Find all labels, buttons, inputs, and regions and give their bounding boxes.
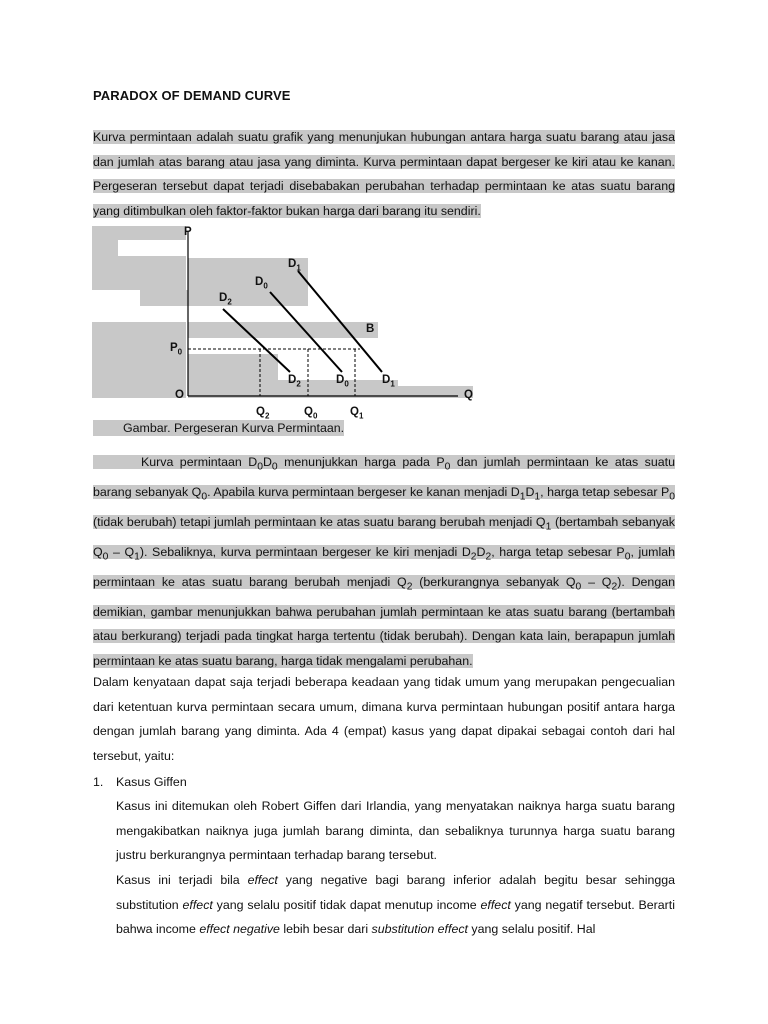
list-item: [93, 770, 675, 795]
highlight-block: [92, 256, 186, 290]
curve-d2-bottom-label: $D_2$: [288, 374, 301, 389]
demand-curve-graph: [80, 222, 500, 427]
curve-d2-top-label: $D_2$: [219, 292, 232, 307]
list-item-number: 1.: [93, 775, 104, 789]
highlight-block: [188, 322, 378, 338]
paragraph-intro-text: Kurva permintaan adalah suatu grafik yang menunjukan hubungan antara harga suatu barang atau jasa dan jumlah atas barang atau jasa yang diminta. Kurva permintaan dapat bergeser ke kiri atau ke kanan. Pergeseran tersebut dapat terjadi disebabakan perubahan terhadap permintaan ke atas suatu barang yang ditimbulkan oleh faktor-faktor bukan harga dari barang itu sendiri.: [93, 130, 675, 218]
list-item-heading: Kasus Giffen: [116, 775, 187, 789]
q2-label: $Q_2$: [256, 406, 270, 421]
curve-d1-bottom-label: $D_1$: [382, 374, 395, 389]
curve-d0-bottom-label: $D_0$: [336, 374, 349, 389]
list-item-body-1: Kasus ini ditemukan oleh Robert Giffen dari Irlandia, yang menyatakan naiknya harga suatu barang mengakibatkan naiknya juga jumlah barang diminta, dan sebaliknya turunnya harga suatu barang justru berkurangnya permintaan terhadap barang tersebut.: [116, 799, 675, 862]
q0-label: $Q_0$: [304, 406, 318, 421]
axis-p-label: P: [184, 226, 192, 238]
list-item-body-2: Kasus ini terjadi bila effect yang negative bagi barang inferior adalah begitu besar sehingga substitution effect yang selalu positif tidak dapat menutup income effect yang negatif tersebut. Berarti bahwa income effect negative lebih besar dari substitution effect yang selalu positif. Hal: [116, 873, 676, 936]
price-p0-label: $P_0$: [170, 342, 183, 357]
paragraph-exceptions: Dalam kenyataan dapat saja terjadi beberapa keadaan yang tidak umum yang merupakan pengecualian dari ketentuan kurva permintaan secara umum, dimana kurva permintaan hubungan positif antara harga dengan jumlah barang yang diminta. Ada 4 (empat) kasus yang dapat dipakai sebagai contoh dari hal tersebut, yaitu:: [93, 675, 675, 763]
paragraph-explanation-text: Kurva permintaan $D_0D_0$ menunjukkan harga pada $P_0$ dan jumlah permintaan ke atas suatu barang sebanyak $Q_0$. Apabila kurva permintaan bergeser ke kanan menjadi $D_1D_1$, harga tetap sebesar $P_0$ (tidak berubah) tetapi jumlah permintaan ke atas suatu barang berubah menjadi $Q_1$ (bertambah sebanyak $Q_0 - Q_1$). Sebaliknya, kurva permintaan bergeser ke kiri menjadi $D_2D_2$, harga tetap sebesar $P_0$, jumlah permintaan ke atas suatu barang berubah menjadi $Q_2$ (berkurangnya sebanyak $Q_0 - Q_2$). Dengan demikian, gambar menunjukkan bahwa perubahan jumlah permintaan ke atas suatu barang (bertambah atau berkurang) terjadi pada tingkat harga tertentu (tidak berubah). Dengan kata lain, berapapun jumlah permintaan ke atas suatu barang, harga tidak mengalami perubahan.: [93, 455, 676, 668]
curve-d1: [298, 271, 382, 372]
highlight-block: [92, 240, 118, 256]
axis-q-label: Q: [464, 389, 473, 401]
highlight-block: [92, 380, 186, 398]
case-list: [93, 770, 676, 936]
highlight-block: [188, 354, 278, 380]
highlight-block: [92, 226, 186, 240]
page-title: PARADOX OF DEMAND CURVE: [93, 88, 291, 103]
paragraph-intro: [93, 125, 675, 223]
curve-d1-top-label: $D_1$: [288, 258, 301, 273]
paragraph-explanation: [93, 450, 675, 673]
figure-caption: [93, 420, 344, 437]
point-b-label: B: [366, 323, 375, 335]
figure-caption-text: Gambar. Pergeseran Kurva Permintaan.: [93, 420, 344, 436]
origin-label: O: [175, 389, 184, 401]
curve-d0-top-label: $D_0$: [255, 276, 268, 291]
demand-curve-figure: [80, 222, 500, 427]
q1-label: $Q_1$: [350, 406, 364, 421]
